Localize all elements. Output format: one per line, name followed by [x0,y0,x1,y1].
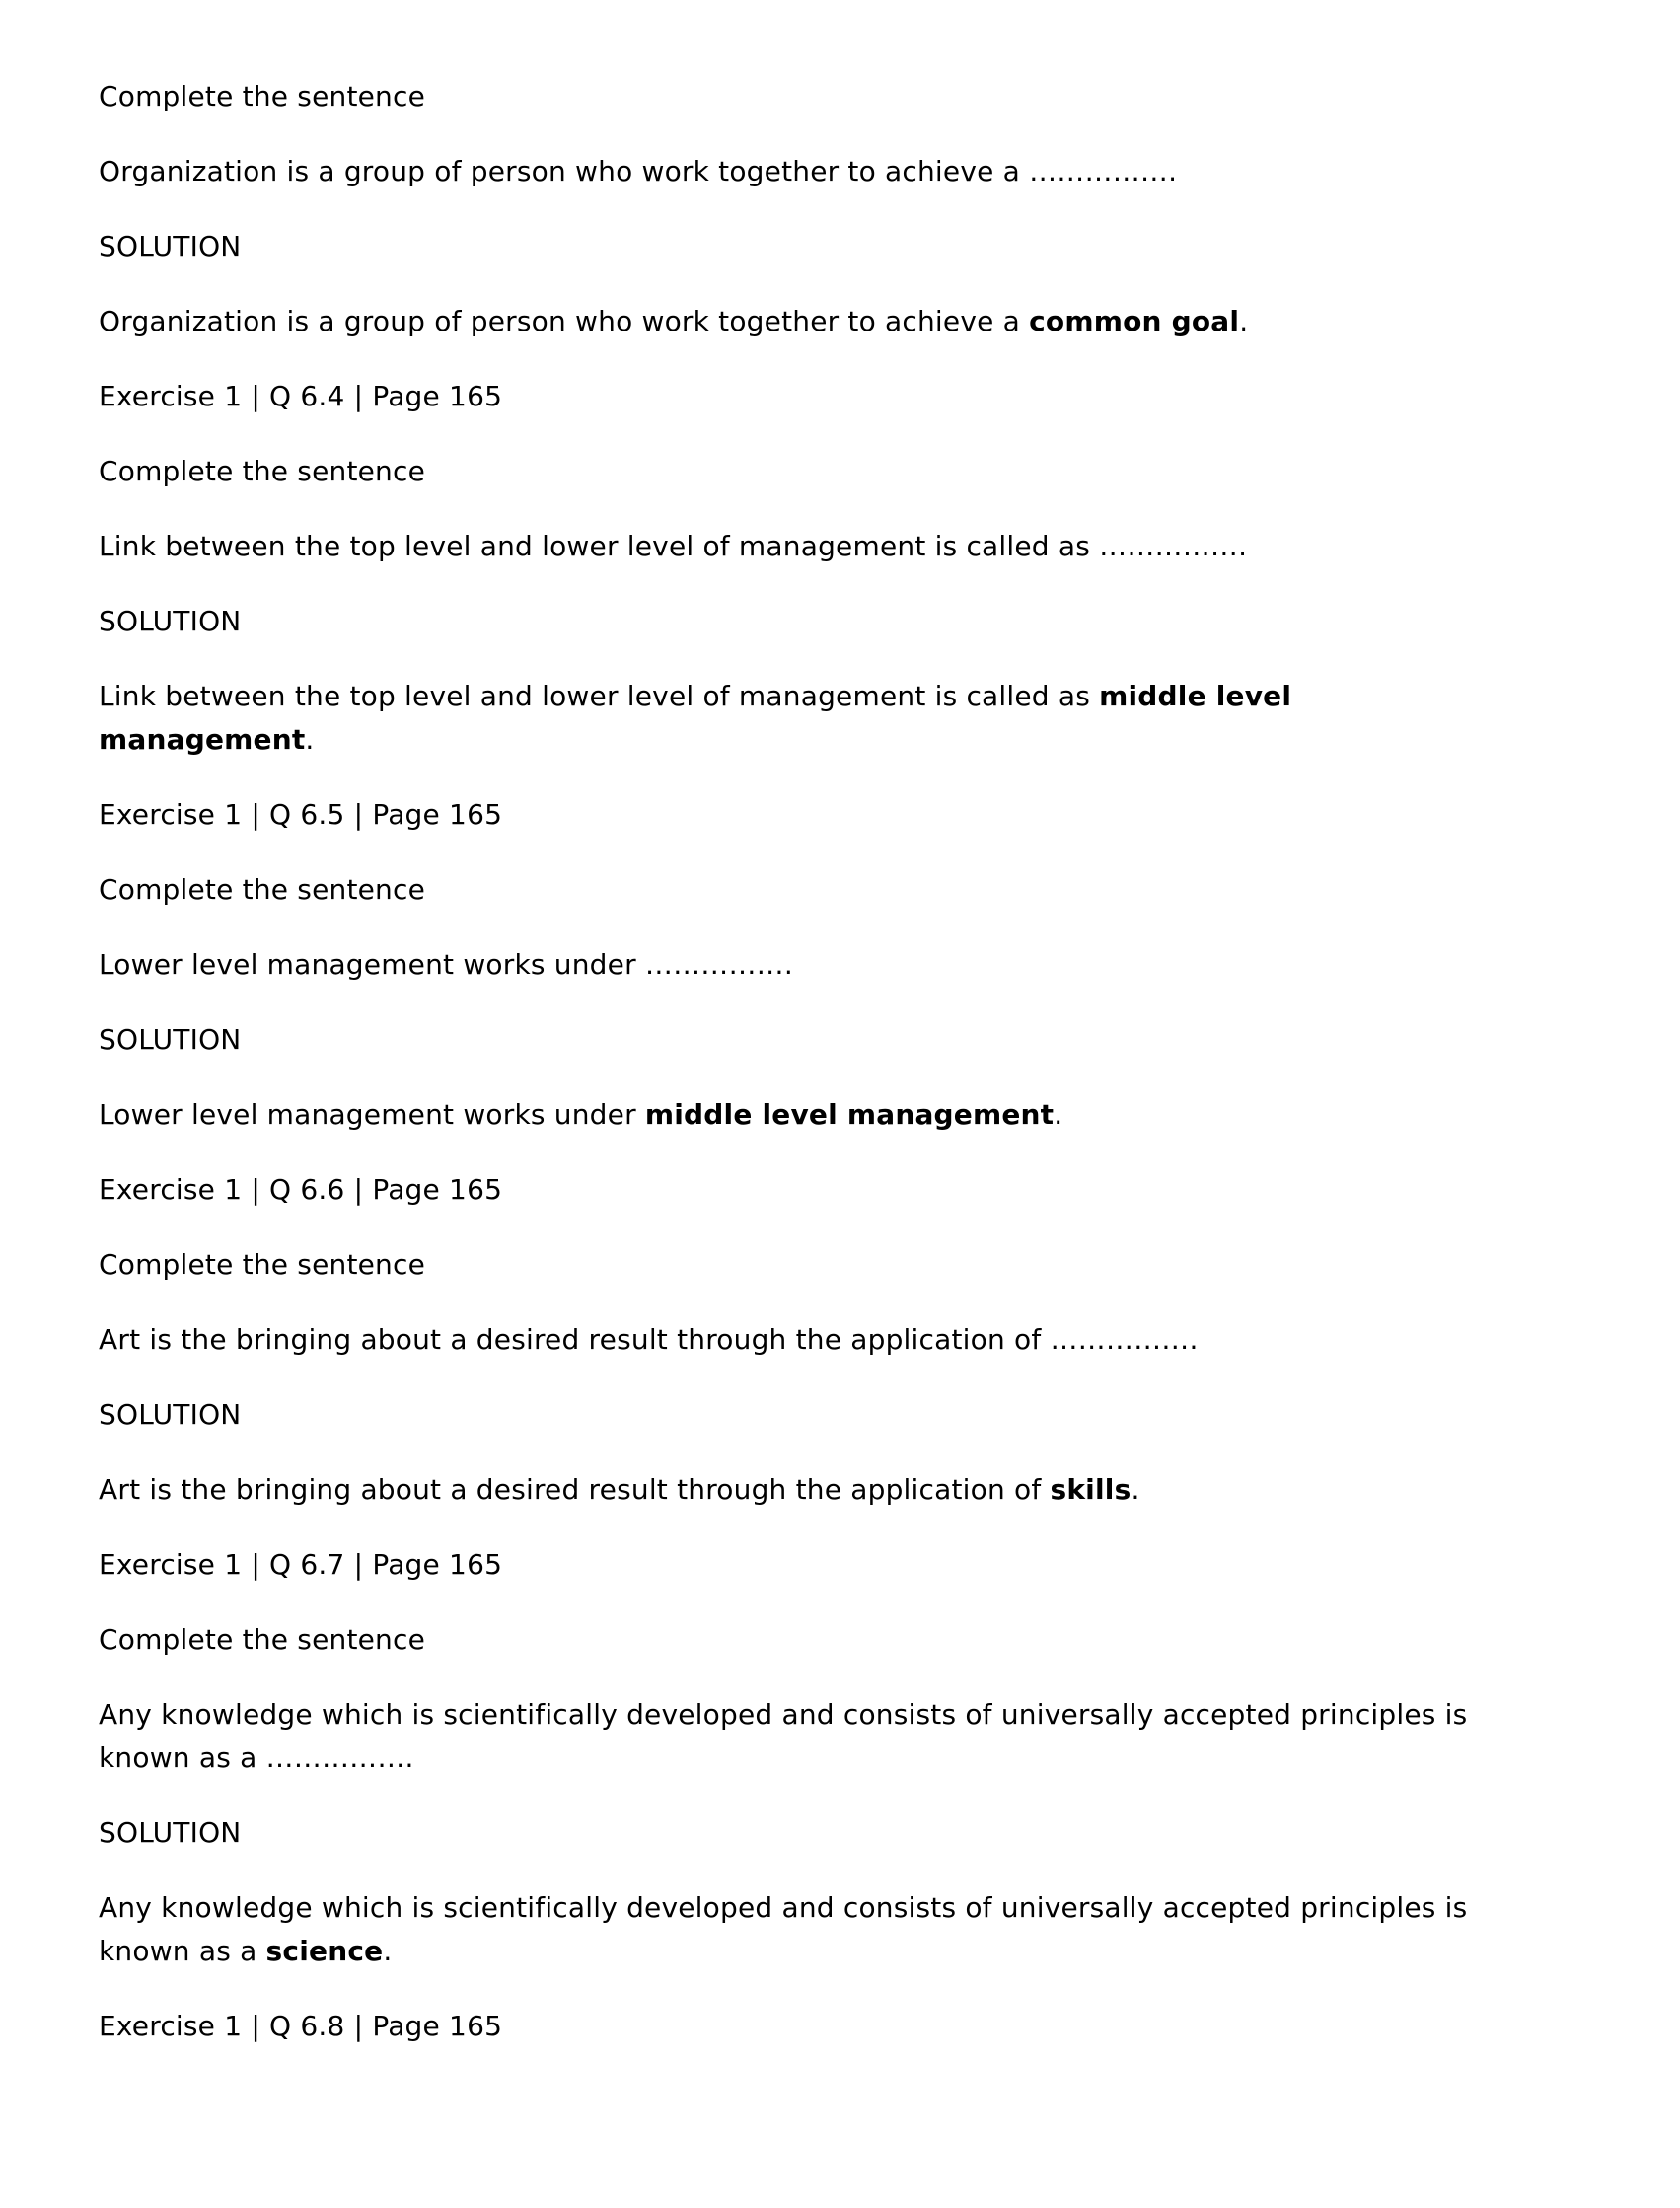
qa-block-q6-6 [99,868,1493,1212]
answer-suffix: . [1131,1473,1140,1506]
question-heading: Complete the sentence [99,80,426,112]
answer-suffix: . [1239,305,1249,337]
answer-keyword: science [265,1935,384,1967]
answer-prefix: Art is the bringing about a desired result through the application of [99,1473,1051,1506]
answer-suffix: . [383,1935,393,1967]
question-heading: Complete the sentence [99,455,426,487]
exercise-reference: Exercise 1 | Q 6.7 | Page 165 [99,1548,503,1581]
answer-keyword: common goal [1029,305,1240,337]
exercise-reference: Exercise 1 | Q 6.8 | Page 165 [99,2010,503,2042]
answer-text [99,300,1493,343]
answer-suffix: . [305,723,315,756]
answer-keyword: skills [1050,1473,1132,1506]
solution-heading: SOLUTION [99,230,242,262]
answer-prefix: Organization is a group of person who work together to achieve a [99,305,1030,337]
answer-text [99,1886,1493,1973]
qa-block-q6-7 [99,1243,1493,1586]
answer-keyword: middle level management [644,1098,1055,1131]
question-heading: Complete the sentence [99,1623,426,1656]
answer-keyword: middle level management [99,680,1292,756]
question-heading: Complete the sentence [99,1248,426,1281]
solution-heading: SOLUTION [99,1023,242,1056]
exercise-reference: Exercise 1 | Q 6.6 | Page 165 [99,1173,503,1206]
exercise-reference: Exercise 1 | Q 6.5 | Page 165 [99,798,503,831]
solution-heading: SOLUTION [99,1816,242,1849]
question-text: Lower level management works under ……………. [99,948,793,981]
question-text: Organization is a group of person who work together to achieve a ……………. [99,155,1178,187]
answer-prefix: Link between the top level and lower level of management is called as [99,680,1100,712]
answer-prefix: Lower level management works under [99,1098,645,1131]
solution-heading: SOLUTION [99,1398,242,1431]
solution-heading: SOLUTION [99,605,242,637]
answer-prefix: Any knowledge which is scientifically developed and consists of universally accepted principles is known as a [99,1891,1468,1967]
question-text: Any knowledge which is scientifically developed and consists of universally accepted principles is known as a ……………. [99,1698,1468,1774]
answer-suffix: . [1054,1098,1063,1131]
qa-block-q6-5 [99,450,1493,837]
answer-text [99,1093,1493,1137]
exercise-reference: Exercise 1 | Q 6.4 | Page 165 [99,380,503,412]
answer-text [99,1468,1493,1511]
qa-block-q6-8 [99,1618,1493,2048]
question-heading: Complete the sentence [99,873,426,906]
question-text: Art is the bringing about a desired result through the application of ……………. [99,1323,1199,1356]
question-text: Link between the top level and lower level of management is called as ……………. [99,530,1248,562]
answer-text [99,675,1493,762]
qa-block-q6-4 [99,75,1493,418]
